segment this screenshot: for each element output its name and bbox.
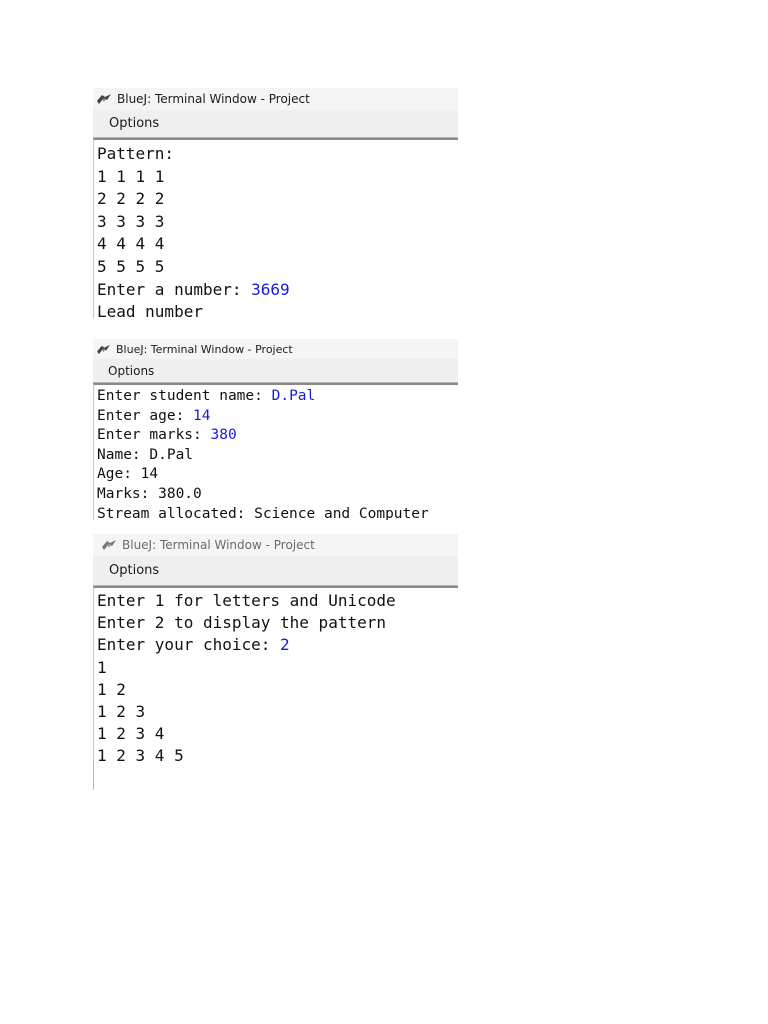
terminal-line: 1 [97, 657, 107, 677]
terminal-line: Enter marks: 380 [97, 427, 237, 444]
terminal-line: Stream allocated: Science and Computer [97, 505, 429, 520]
terminal-line: Age: 14 [97, 466, 159, 483]
menu-bar [93, 556, 458, 586]
terminal-output[interactable] [93, 138, 458, 318]
terminal-output[interactable] [93, 586, 458, 764]
terminal-line: 1 2 3 [97, 702, 146, 722]
terminal-line: 2 2 2 2 [97, 189, 165, 209]
divider [93, 760, 94, 790]
terminal-line: 1 1 1 1 [97, 166, 165, 186]
window-title: BlueJ: Terminal Window - Project [122, 538, 315, 552]
bluej-app-icon [101, 539, 117, 551]
window-titlebar[interactable] [93, 339, 458, 359]
bluej-app-icon [96, 93, 112, 105]
bluej-app-icon [96, 344, 111, 355]
terminal-line: 1 2 3 4 5 [97, 746, 184, 764]
user-input: 14 [193, 407, 211, 424]
terminal-line: Enter 2 to display the pattern [97, 613, 386, 633]
terminal-window-3 [93, 534, 458, 764]
terminal-line: Enter a number: 3669 [97, 279, 290, 299]
user-input: 380 [210, 427, 237, 444]
options-menu[interactable]: Options [109, 563, 160, 578]
user-input: 2 [280, 635, 290, 655]
terminal-line: Enter 1 for letters and Unicode [97, 591, 396, 610]
window-title: BlueJ: Terminal Window - Project [116, 342, 293, 356]
menu-bar [93, 110, 458, 138]
terminal-line: 1 2 3 4 [97, 724, 165, 744]
options-menu[interactable]: Options [108, 363, 155, 378]
terminal-line: Enter your choice: 2 [97, 635, 290, 655]
window-titlebar[interactable] [93, 534, 458, 556]
terminal-output[interactable] [93, 383, 458, 520]
terminal-line: 3 3 3 3 [97, 211, 165, 231]
terminal-line: Enter student name: D.Pal [97, 388, 316, 404]
user-input: 3669 [251, 279, 290, 299]
terminal-line: 4 4 4 4 [97, 234, 165, 254]
user-input: D.Pal [271, 388, 316, 404]
terminal-line: Marks: 380.0 [97, 485, 202, 502]
terminal-line: 1 2 [97, 679, 126, 699]
window-titlebar[interactable] [93, 88, 458, 110]
options-menu[interactable]: Options [109, 116, 160, 131]
menu-bar [93, 359, 458, 383]
terminal-line: 5 5 5 5 [97, 256, 165, 276]
terminal-line: Lead number [97, 302, 203, 318]
terminal-window-1 [93, 88, 458, 318]
terminal-line: Enter age: 14 [97, 407, 211, 424]
terminal-window-2 [93, 339, 458, 520]
terminal-line: Pattern: [97, 144, 175, 163]
window-title: BlueJ: Terminal Window - Project [117, 92, 310, 106]
terminal-line: Name: D.Pal [97, 446, 194, 463]
